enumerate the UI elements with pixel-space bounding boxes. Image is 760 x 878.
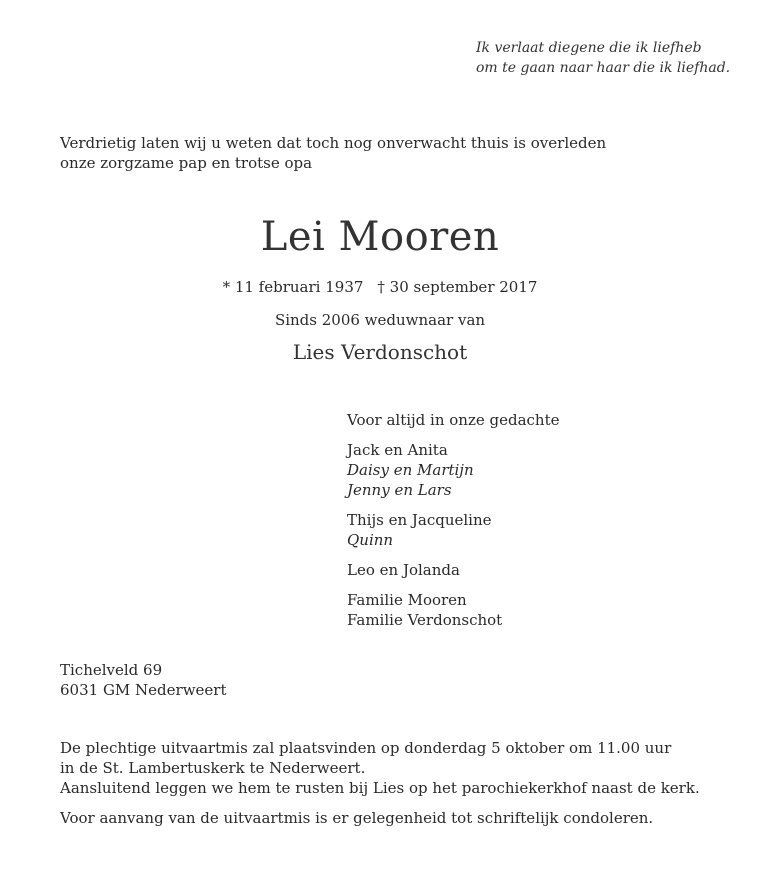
service-line-4: Voor aanvang van de uitvaartmis is er gelegenheid tot schriftelijk condoleren. bbox=[60, 809, 654, 827]
epigraph-quote bbox=[476, 38, 730, 78]
family-group bbox=[347, 590, 560, 630]
intro-line-1: Verdrietig laten wij u weten dat toch nog onverwacht thuis is overleden bbox=[60, 134, 607, 152]
family-group bbox=[347, 510, 560, 550]
deceased-name: Lei Mooren bbox=[260, 214, 500, 260]
service-line-2: in de St. Lambertuskerk te Nederweert. bbox=[60, 759, 366, 777]
birth-date: * 11 februari 1937 bbox=[222, 278, 364, 296]
funeral-service-info bbox=[60, 738, 700, 828]
family-main: Familie Mooren bbox=[347, 591, 467, 609]
service-line-1: De plechtige uitvaartmis zal plaatsvinden op donderdag 5 oktober om 11.00 uur bbox=[60, 739, 672, 757]
family-child: Daisy en Martijn bbox=[347, 461, 474, 479]
family-group bbox=[347, 440, 560, 500]
quote-line-1: Ik verlaat diegene die ik liefheb bbox=[476, 40, 702, 56]
family-main: Jack en Anita bbox=[347, 441, 448, 459]
family-main: Thijs en Jacqueline bbox=[347, 511, 492, 529]
death-date: † 30 september 2017 bbox=[377, 278, 538, 296]
family-heading: Voor altijd in onze gedachte bbox=[347, 411, 560, 429]
family-main: Leo en Jolanda bbox=[347, 561, 460, 579]
intro-text bbox=[60, 133, 606, 173]
family-child: Quinn bbox=[347, 531, 394, 549]
home-address bbox=[60, 660, 227, 700]
spouse-name: Lies Verdonschot bbox=[292, 340, 468, 364]
family-group bbox=[347, 560, 560, 580]
address-street: Tichelveld 69 bbox=[60, 661, 163, 679]
service-line-3: Aansluitend leggen we hem te rusten bij Lies op het parochiekerkhof naast de kerk. bbox=[60, 779, 700, 797]
family-main: Familie Verdonschot bbox=[347, 611, 503, 629]
life-dates bbox=[0, 277, 760, 297]
family-list bbox=[347, 410, 560, 630]
address-city: 6031 GM Nederweert bbox=[60, 681, 227, 699]
family-child: Jenny en Lars bbox=[347, 481, 452, 499]
widower-text: Sinds 2006 weduwnaar van bbox=[274, 311, 486, 329]
quote-line-2: om te gaan naar haar die ik liefhad. bbox=[476, 60, 731, 76]
intro-line-2: onze zorgzame pap en trotse opa bbox=[60, 154, 313, 172]
